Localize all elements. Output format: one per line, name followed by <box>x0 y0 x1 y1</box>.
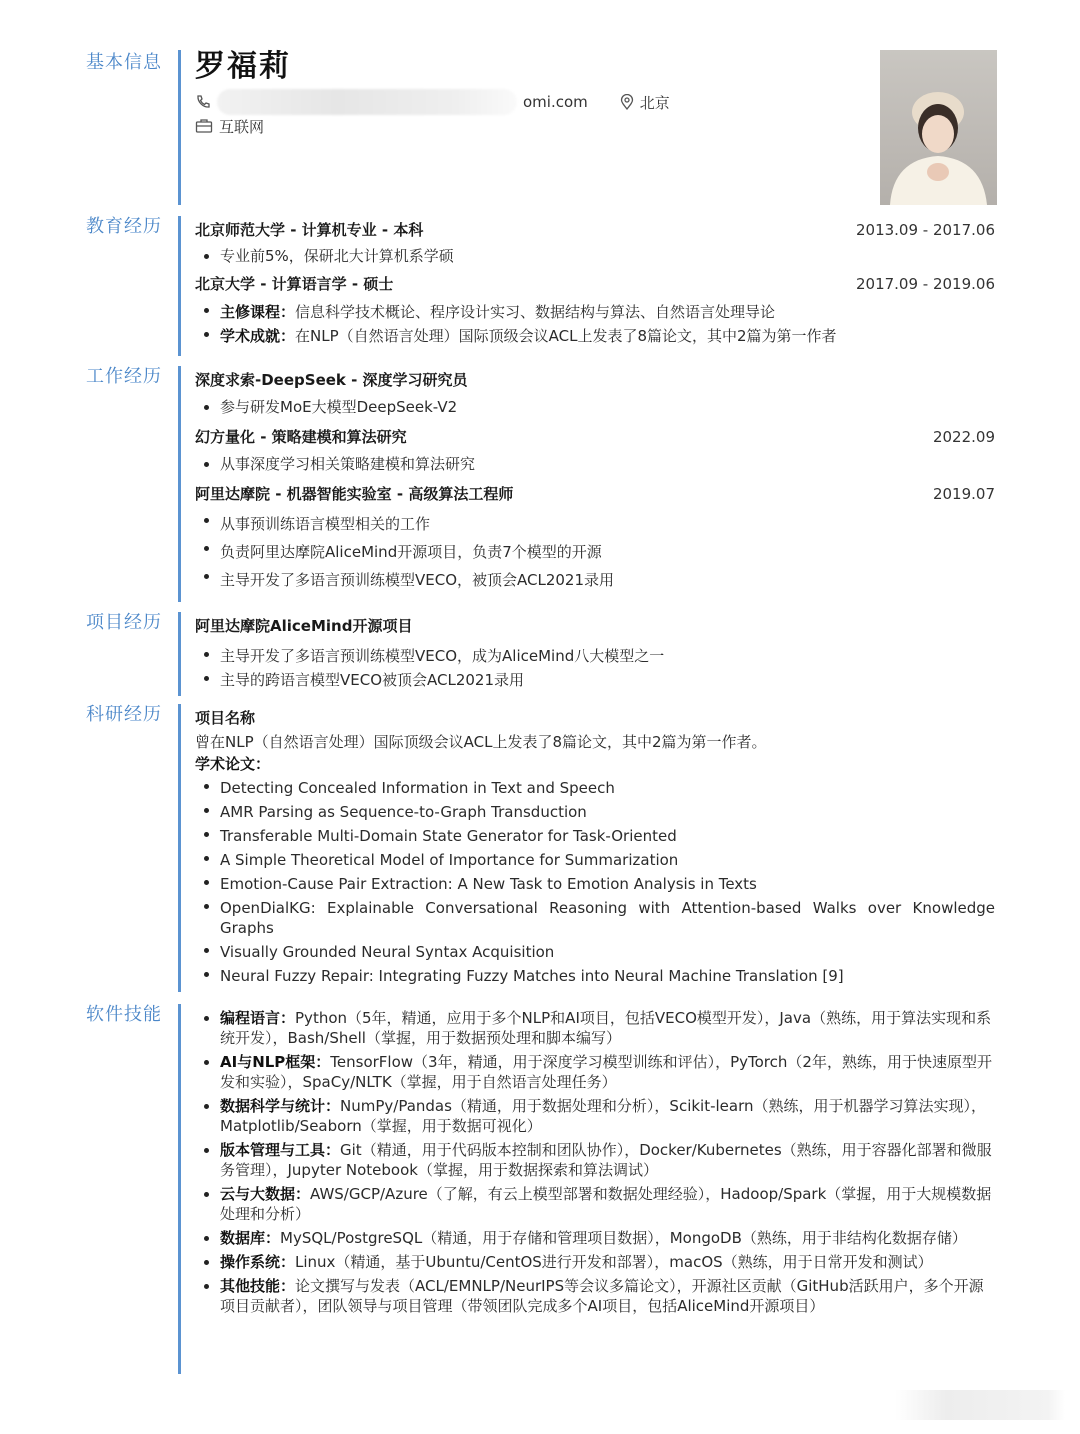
section-body <box>195 614 995 692</box>
briefcase-icon <box>195 118 213 134</box>
section-body <box>195 706 995 988</box>
paper-item: Visually Grounded Neural Syntax Acquisition <box>195 940 995 964</box>
section-education <box>0 212 1080 357</box>
entry-title: 阿里达摩院 - 机器智能实验室 - 高级算法工程师 <box>195 485 514 503</box>
section-label: 工作经历 <box>86 366 162 387</box>
papers-list <box>195 776 995 988</box>
bullet-list <box>195 454 995 474</box>
project-title: 阿里达摩院AliceMind开源项目 <box>195 617 413 635</box>
work-entry-header <box>195 425 995 449</box>
location: 北京 <box>639 93 670 112</box>
list-item: 学术成就：在NLP（自然语言处理）国际顶级会议ACL上发表了8篇论文，其中2篇为第一作者 <box>195 324 995 348</box>
list-item: 主导开发了多语言预训练模型VECO，成为AliceMind八大模型之一 <box>195 644 995 668</box>
section-project <box>0 608 1080 696</box>
papers-heading: 学术论文： <box>195 755 271 773</box>
section-work <box>0 362 1080 602</box>
skill-item: 版本管理与工具：Git（精通，用于代码版本控制和团队协作），Docker/Kubernetes（熟练，用于容器化部署和微服务管理），Jupyter Notebook（掌握，用于数据探索和算法调试） <box>195 1140 995 1180</box>
entry-date: 2019.07 <box>932 485 995 503</box>
research-title: 项目名称 <box>195 709 256 727</box>
industry-row <box>195 114 995 138</box>
candidate-name: 罗福莉 <box>195 49 291 84</box>
section-label: 教育经历 <box>86 216 162 237</box>
work-entry-header <box>195 482 995 506</box>
education-entry-header <box>195 218 995 242</box>
section-divider <box>178 366 181 602</box>
entry-date: 2022.09 <box>932 428 995 446</box>
section-label: 项目经历 <box>86 612 162 633</box>
section-divider <box>178 612 181 696</box>
section-body <box>195 218 995 348</box>
list-item: 从事预训练语言模型相关的工作 <box>195 510 995 538</box>
profile-photo <box>880 50 997 205</box>
section-body <box>195 368 995 594</box>
section-divider <box>178 50 181 205</box>
list-item: 参与研发MoE大模型DeepSeek-V2 <box>195 397 995 417</box>
education-entry-header <box>195 272 995 296</box>
section-skills <box>0 1000 1080 1375</box>
skill-item: 编程语言：Python（5年，精通，应用于多个NLP和AI项目，包括VECO模型开发），Java（熟练，用于算法实现和系统开发），Bash/Shell（掌握，用于数据预处理和脚本编写） <box>195 1008 995 1048</box>
list-item: 主导的跨语言模型VECO被顶会ACL2021录用 <box>195 668 995 692</box>
paper-item: AMR Parsing as Sequence-to-Graph Transduction <box>195 800 995 824</box>
section-divider <box>178 1004 181 1374</box>
paper-item: Emotion-Cause Pair Extraction: A New Task to Emotion Analysis in Texts <box>195 872 995 896</box>
list-item: 专业前5%，保研北大计算机系学硕 <box>195 246 995 266</box>
list-item: 负责阿里达摩院AliceMind开源项目，负责7个模型的开源 <box>195 538 995 566</box>
contact-row <box>195 90 995 114</box>
entry-date: 2013.09 - 2017.06 <box>855 221 995 239</box>
industry: 互联网 <box>219 117 265 136</box>
skill-item: 其他技能：论文撰写与发表（ACL/EMNLP/NeurIPS等会议多篇论文），开源社区贡献（GitHub活跃用户，多个开源项目贡献者），团队领导与项目管理（带领团队完成多个AI项目，包括AliceMind开源项目） <box>195 1276 995 1316</box>
paper-item: A Simple Theoretical Model of Importance for Summarization <box>195 848 995 872</box>
entry-title: 幻方量化 - 策略建模和算法研究 <box>195 428 407 446</box>
section-body <box>195 1008 995 1316</box>
entry-date: 2017.09 - 2019.06 <box>855 275 995 293</box>
section-divider <box>178 704 181 992</box>
skill-item: 操作系统：Linux（精通，基于Ubuntu/CentOS进行开发和部署），macOS（熟练，用于日常开发和测试） <box>195 1252 995 1272</box>
paper-item: Transferable Multi-Domain State Generator for Task-Oriented <box>195 824 995 848</box>
entry-title: 北京师范大学 - 计算机专业 - 本科 <box>195 221 424 239</box>
skill-item: 云与大数据：AWS/GCP/Azure（了解，有云上模型部署和数据处理经验），Hadoop/Spark（掌握，用于大规模数据处理和分析） <box>195 1184 995 1224</box>
email-suffix: omi.com <box>523 93 588 111</box>
skills-list <box>195 1008 995 1316</box>
redacted-contact <box>217 89 517 115</box>
section-label: 基本信息 <box>86 52 162 73</box>
paper-item: Neural Fuzzy Repair: Integrating Fuzzy Matches into Neural Machine Translation [9] <box>195 964 995 988</box>
skill-item: 数据科学与统计：NumPy/Pandas（精通，用于数据处理和分析），Scikit-learn（熟练，用于机器学习算法实现），Matplotlib/Seaborn（掌握，用于数据可视化） <box>195 1096 995 1136</box>
phone-icon <box>195 94 211 110</box>
research-summary: 曾在NLP（自然语言处理）国际顶级会议ACL上发表了8篇论文，其中2篇为第一作者。 <box>195 733 767 751</box>
skill-item: 数据库：MySQL/PostgreSQL（精通，用于存储和管理项目数据），MongoDB（熟练，用于非结构化数据存储） <box>195 1228 995 1248</box>
section-label: 软件技能 <box>86 1004 162 1025</box>
list-item: 主修课程：信息科学技术概论、程序设计实习、数据结构与算法、自然语言处理导论 <box>195 300 995 324</box>
location-pin-icon <box>620 94 634 110</box>
bullet-list <box>195 300 995 348</box>
section-divider <box>178 216 181 356</box>
paper-item: OpenDialKG: Explainable Conversational Reasoning with Attention-based Walks over Knowledge Graphs <box>195 896 995 940</box>
skill-item: AI与NLP框架：TensorFlow（3年，精通，用于深度学习模型训练和评估），PyTorch（2年，熟练，用于快速原型开发和实验），SpaCy/NLTK（掌握，用于自然语言处理任务） <box>195 1052 995 1092</box>
section-research <box>0 700 1080 992</box>
bullet-list <box>195 246 995 266</box>
bullet-list <box>195 397 995 417</box>
section-body <box>195 48 995 138</box>
paper-item: Detecting Concealed Information in Text and Speech <box>195 776 995 800</box>
list-item: 从事深度学习相关策略建模和算法研究 <box>195 454 995 474</box>
work-entry-header <box>195 368 995 392</box>
bullet-list <box>195 644 995 692</box>
entry-title: 深度求索-DeepSeek - 深度学习研究员 <box>195 371 468 389</box>
list-item: 主导开发了多语言预训练模型VECO，被顶会ACL2021录用 <box>195 566 995 594</box>
entry-title: 北京大学 - 计算语言学 - 硕士 <box>195 275 394 293</box>
bullet-list <box>195 510 995 594</box>
faded-watermark <box>895 1390 1065 1420</box>
section-label: 科研经历 <box>86 704 162 725</box>
